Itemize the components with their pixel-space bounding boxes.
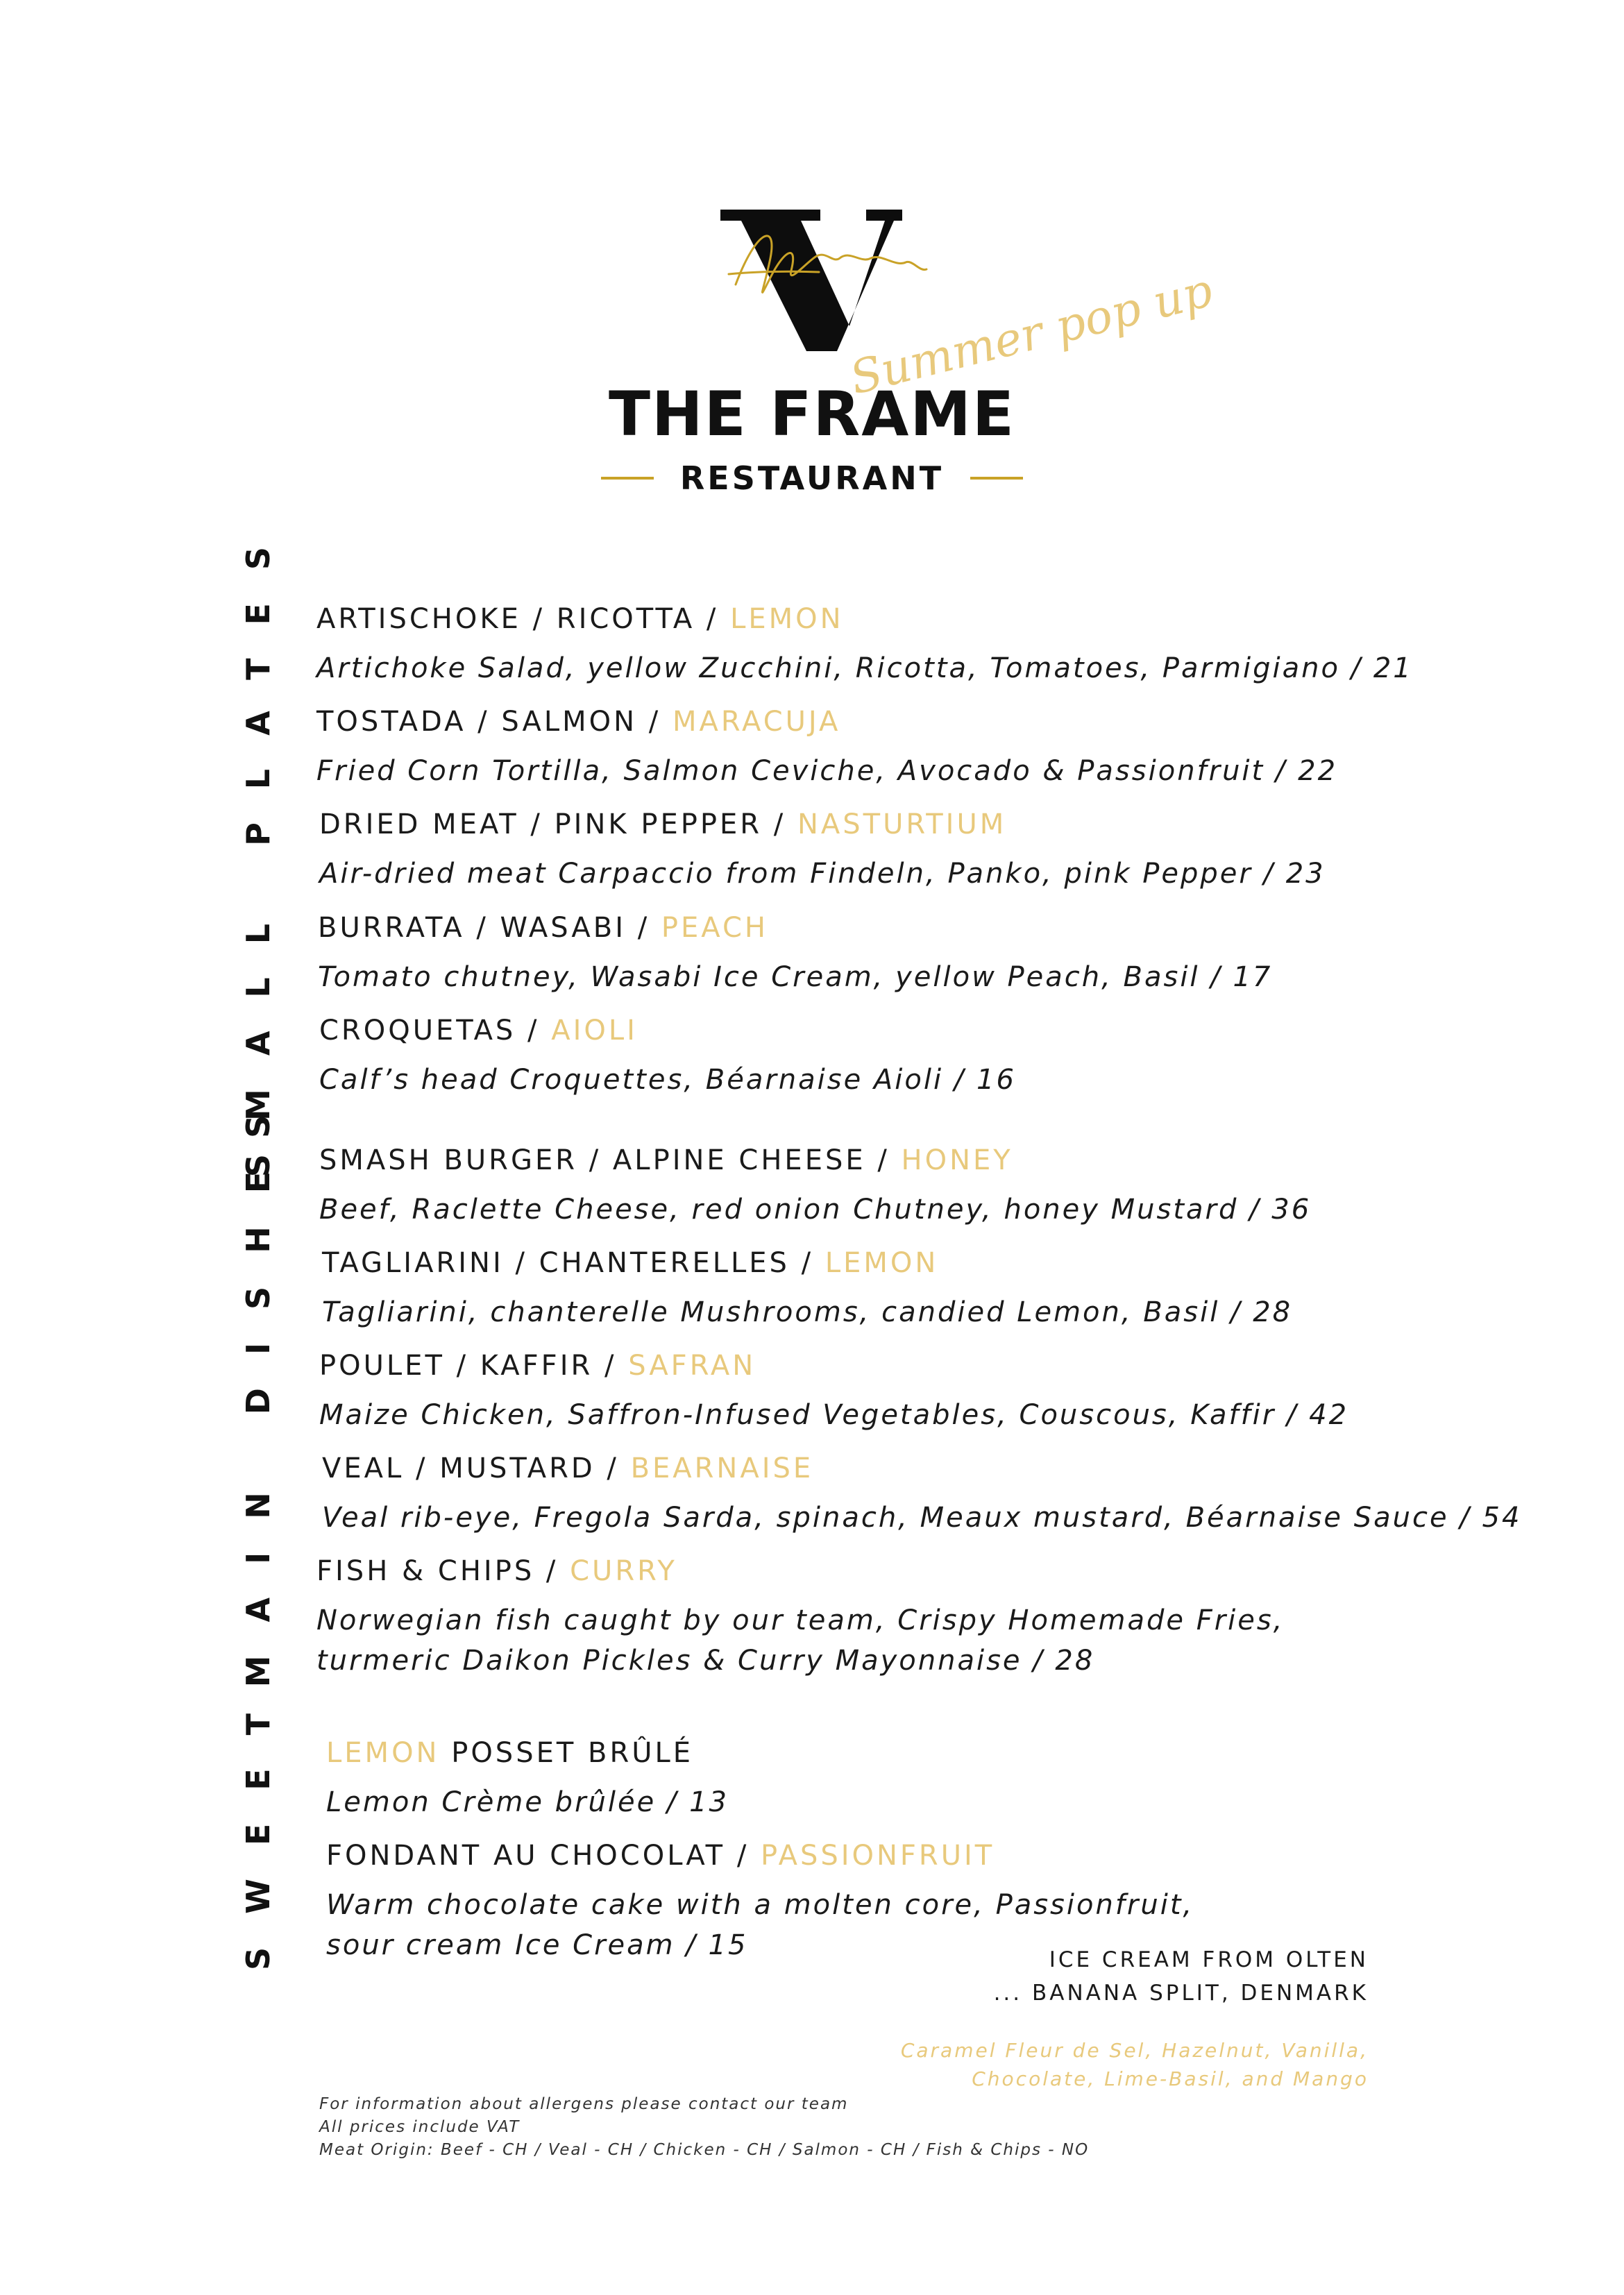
menu-item: [316, 1553, 1284, 1681]
dish-accent: HONEY: [901, 1144, 1013, 1176]
dish-description: Air-dried meat Carpaccio from Findeln, Panko, pink Pepper / 23: [319, 858, 1326, 890]
section-label-text: MAIN DISHES: [239, 1081, 277, 1688]
menu-item: [318, 910, 1272, 997]
dish-accent: BEARNAISE: [630, 1453, 814, 1484]
dish-description: Fried Corn Tortilla, Salmon Ceviche, Avocado & Passionfruit / 22: [316, 755, 1338, 787]
dish-title: SMASH BURGER / ALPINE CHEESE / HONEY: [319, 1144, 1013, 1176]
dish-description: Maize Chicken, Saffron-Infused Vegetables, Couscous, Kaffir / 42: [319, 1399, 1349, 1431]
dish-accent: MARACUJA: [672, 706, 841, 738]
dish-description: Tomato chutney, Wasabi Ice Cream, yellow Peach, Basil / 17: [318, 961, 1273, 993]
section-label-text: SMALL PLATES: [239, 513, 277, 1178]
dish-accent: PASSIONFRUIT: [761, 1840, 995, 1872]
dish-title: ARTISCHOKE / RICOTTA / LEMON: [316, 603, 844, 635]
brand-name: THE FRAME: [608, 378, 1016, 450]
logo-header: [0, 0, 1624, 541]
menu-item: [319, 1142, 1311, 1230]
dish-title: TAGLIARINI / CHANTERELLES / LEMON: [322, 1247, 939, 1279]
dish-accent: AIOLI: [551, 1015, 638, 1047]
dish-description: turmeric Daikon Pickles & Curry Mayonnaise / 28: [316, 1645, 1095, 1677]
dish-description: Lemon Crème brûlée / 13: [326, 1786, 729, 1818]
script-tagline: Summer pop up: [845, 263, 1218, 405]
menu-item: [322, 1450, 1521, 1538]
dish-accent: CURRY: [570, 1555, 677, 1587]
dish-description: sour cream Ice Cream / 15: [326, 1929, 748, 1961]
menu-item: [319, 1348, 1348, 1435]
ice-cream-line: ICE CREAM FROM OLTEN: [1049, 1947, 1369, 1972]
dish-description: Norwegian fish caught by our team, Crispy Homemade Fries,: [316, 1604, 1285, 1636]
dish-description: Beef, Raclette Cheese, red onion Chutney, honey Mustard / 36: [319, 1194, 1312, 1226]
dish-accent: PEACH: [661, 912, 768, 944]
ice-cream-flavours: Caramel Fleur de Sel, Hazelnut, Vanilla,: [900, 2039, 1369, 2062]
footer-line: All prices include VAT: [319, 2118, 521, 2136]
footer-line: Meat Origin: Beef - CH / Veal - CH / Chicken - CH / Salmon - CH / Fish & Chips - NO: [319, 2141, 1090, 2159]
menu-item: [316, 704, 1337, 791]
dish-title: TOSTADA / SALMON / MARACUJA: [316, 706, 841, 738]
dish-title: VEAL / MUSTARD / BEARNAISE: [322, 1453, 814, 1484]
menu-item: [319, 1013, 1016, 1100]
dish-description: Artichoke Salad, yellow Zucchini, Ricotta, Tomatoes, Parmigiano / 21: [316, 652, 1413, 684]
dish-accent: LEMON: [824, 1247, 939, 1279]
gold-divider-right: [970, 477, 1023, 480]
dish-title: BURRATA / WASABI / PEACH: [318, 912, 768, 944]
ice-cream-line: ... BANANA SPLIT, DENMARK: [993, 1981, 1369, 2006]
section-label-text: SWEET: [239, 1679, 277, 1971]
dish-description: Calf’s head Croquettes, Béarnaise Aioli / 16: [319, 1064, 1016, 1096]
dish-title: CROQUETAS / AIOLI: [319, 1015, 638, 1047]
brand-subtitle-row: [0, 459, 1624, 497]
dish-title: FISH & CHIPS / CURRY: [316, 1555, 677, 1587]
dish-title: FONDANT AU CHOCOLAT / PASSIONFRUIT: [326, 1840, 995, 1872]
dish-accent: LEMON: [326, 1737, 440, 1769]
gold-divider-left: [601, 477, 654, 480]
dish-accent: SAFRAN: [628, 1350, 756, 1382]
dish-title: LEMON POSSET BRÛLÉ: [326, 1737, 694, 1769]
menu-item: [319, 806, 1326, 894]
menu-item: [326, 1735, 729, 1822]
footer-line: For information about allergens please contact our team: [319, 2095, 849, 2113]
menu-item: [322, 1245, 1292, 1332]
dish-accent: NASTURTIUM: [797, 808, 1007, 840]
dish-description: Tagliarini, chanterelle Mushrooms, candied Lemon, Basil / 28: [322, 1296, 1293, 1328]
ice-cream-flavours: Chocolate, Lime-Basil, and Mango: [972, 2067, 1369, 2090]
menu-item: [316, 601, 1413, 688]
brand-subtitle: RESTAURANT: [679, 459, 945, 497]
dish-accent: LEMON: [730, 603, 844, 635]
dish-title: DRIED MEAT / PINK PEPPER / NASTURTIUM: [319, 808, 1007, 840]
dish-title: POULET / KAFFIR / SAFRAN: [319, 1350, 756, 1382]
dish-description: Warm chocolate cake with a molten core, Passionfruit,: [326, 1889, 1194, 1921]
ice-cream-note: [901, 1943, 1369, 2093]
footer-notes: [319, 2093, 1089, 2162]
dish-description: Veal rib-eye, Fregola Sarda, spinach, Meaux mustard, Béarnaise Sauce / 54: [322, 1502, 1522, 1534]
